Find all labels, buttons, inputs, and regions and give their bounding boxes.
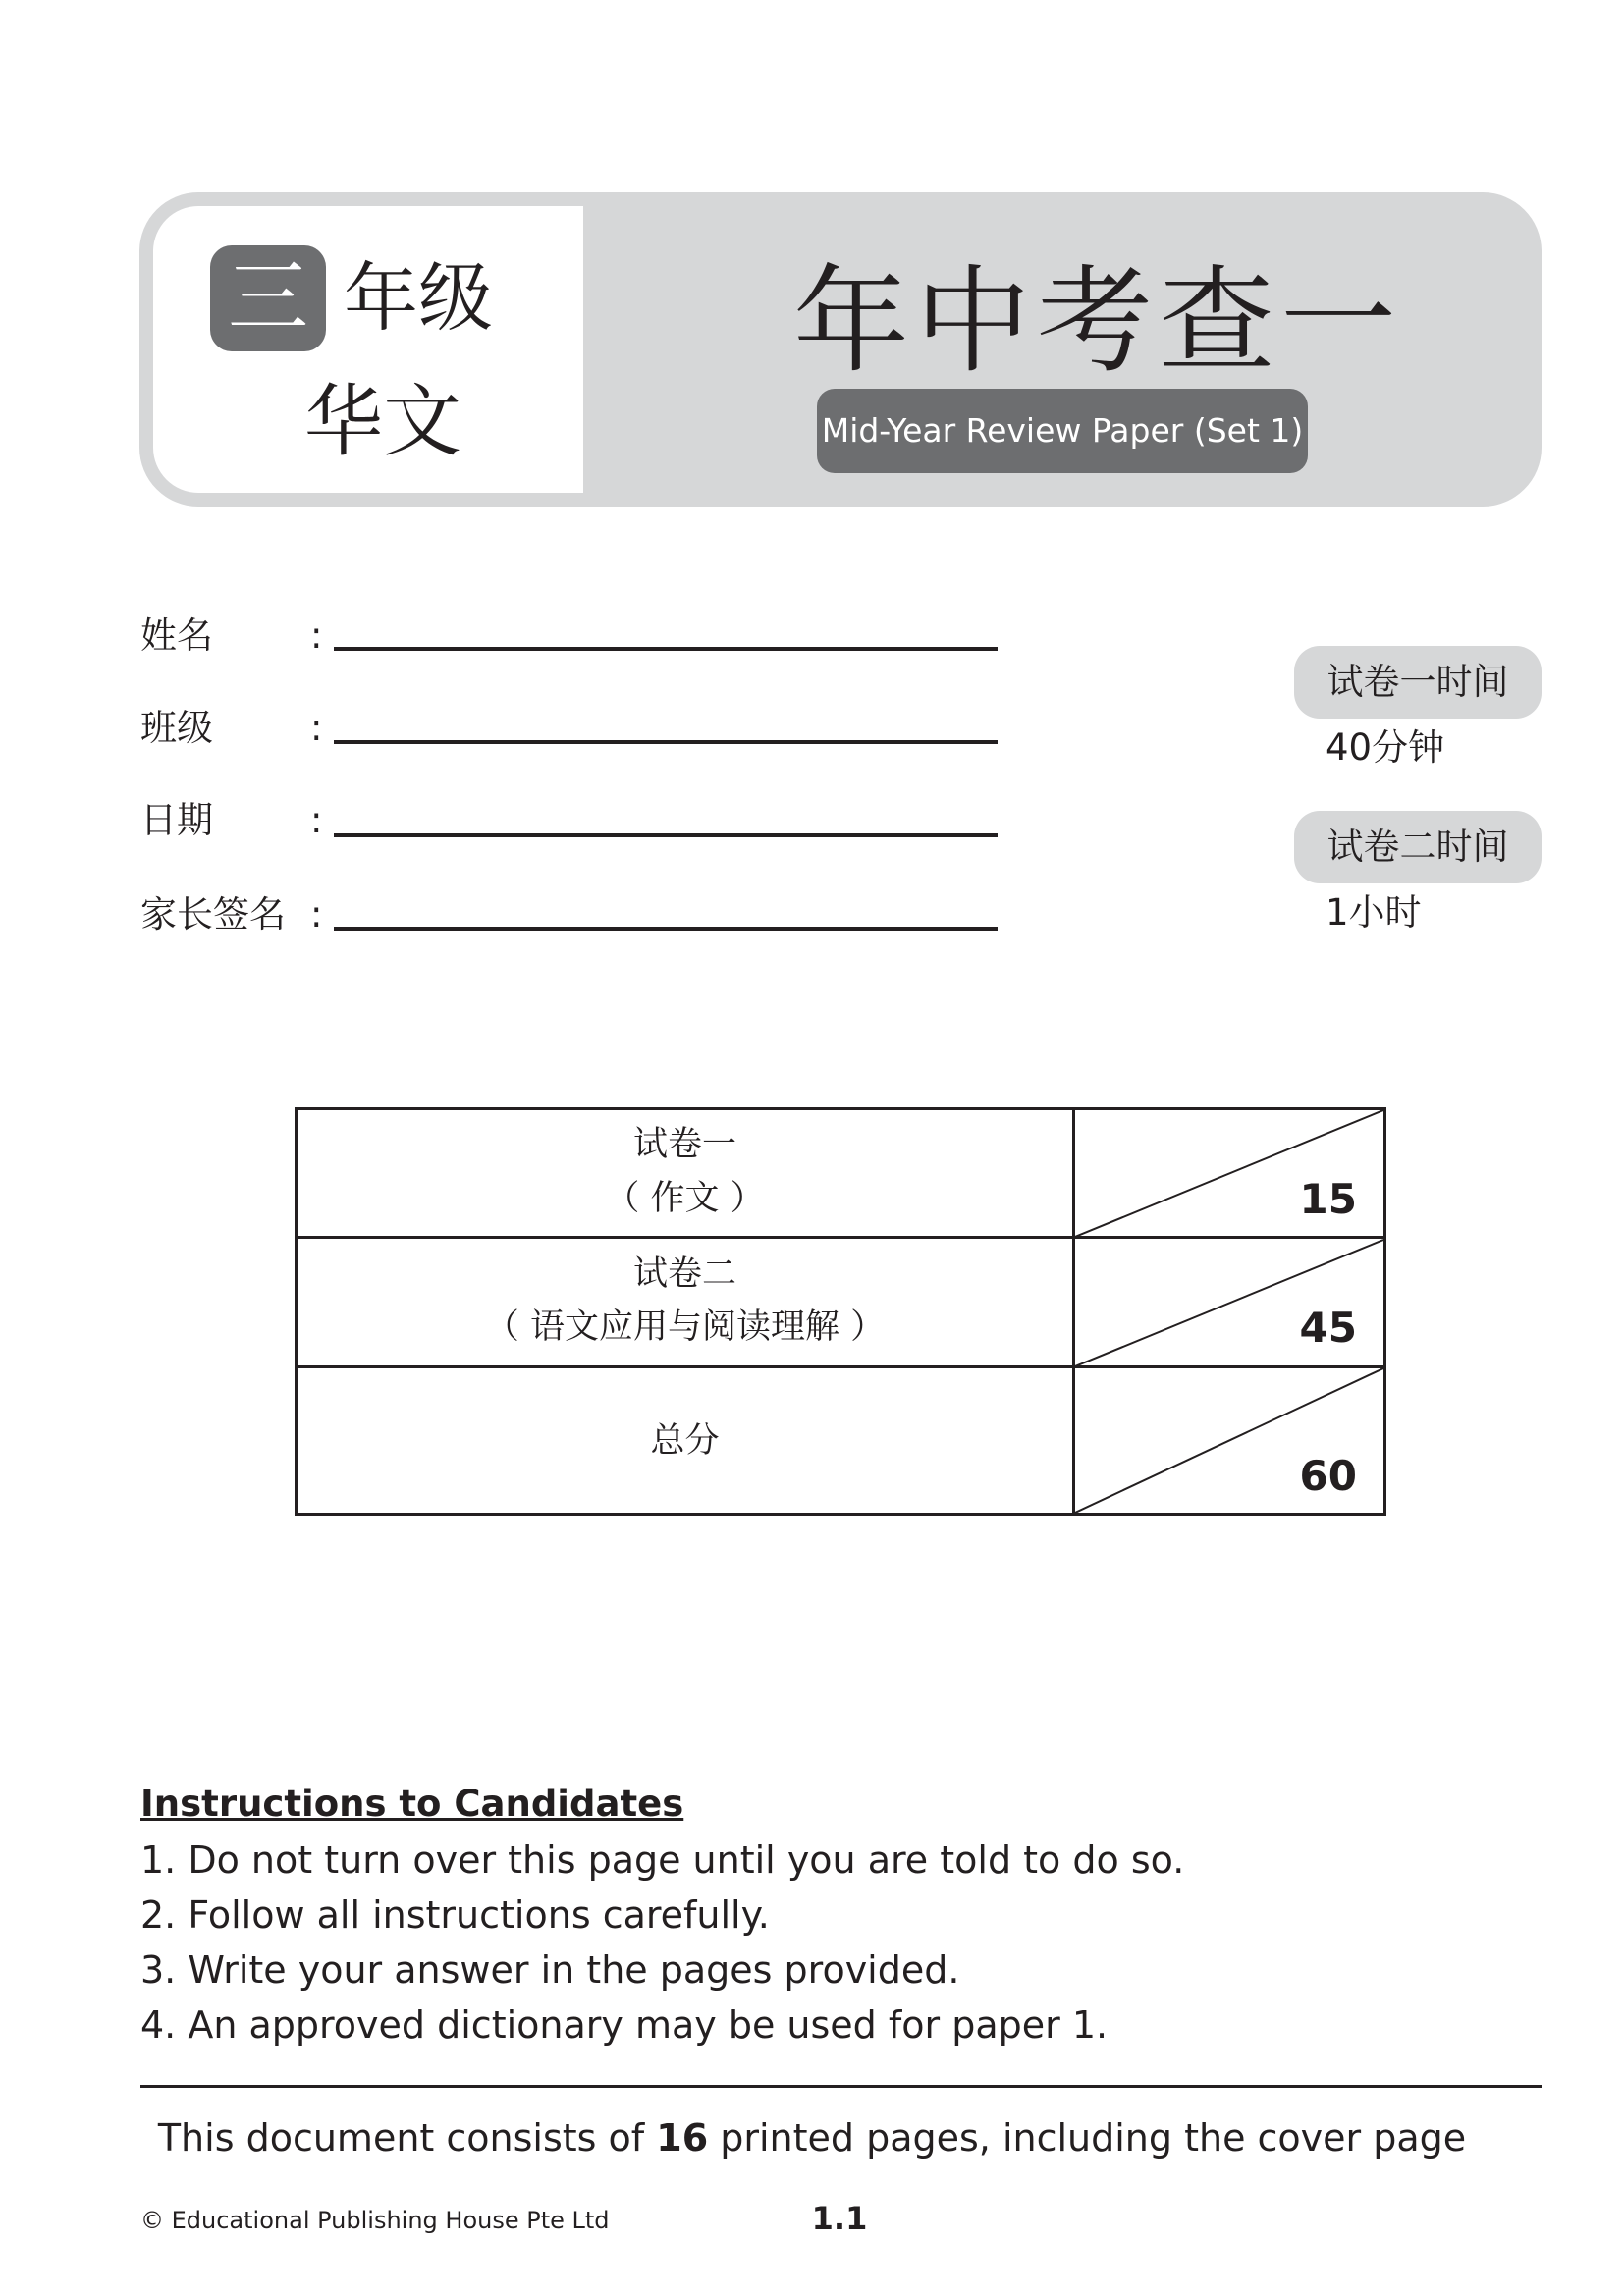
field-label-class: 班级 [140, 707, 213, 749]
footer-divider [140, 2085, 1542, 2088]
table-row-paper2-subtitle: （ 语文应用与阅读理解 ） [484, 1308, 886, 1347]
field-colon: : [310, 799, 323, 841]
field-label-name: 姓名 [140, 614, 213, 657]
field-label-date: 日期 [140, 799, 213, 841]
instruction-item: 3. Write your answer in the pages provided. [140, 1949, 960, 1992]
class-field[interactable] [334, 740, 998, 744]
table-row-total-title: 总分 [650, 1421, 720, 1461]
page-number: 1.1 [811, 2200, 868, 2237]
name-field[interactable] [334, 647, 998, 651]
paper1-time-value: 40分钟 [1326, 726, 1445, 769]
instruction-item: 2. Follow all instructions carefully. [140, 1894, 770, 1937]
paper-title: 年中考查一 [793, 253, 1403, 389]
table-row-paper2-max: 45 [1299, 1304, 1357, 1352]
parent-signature-field[interactable] [334, 927, 998, 931]
paper2-time-value: 1小时 [1326, 891, 1422, 934]
paper2-time-label: 试卷二时间 [1294, 811, 1542, 883]
page-count-number: 16 [656, 2116, 709, 2160]
copyright-notice: © Educational Publishing House Pte Ltd [140, 2207, 610, 2234]
paper-subtitle: Mid-Year Review Paper (Set 1) [817, 389, 1308, 473]
date-field[interactable] [334, 833, 998, 837]
table-row-paper2-title: 试卷二 [632, 1255, 736, 1294]
table-row-paper1-max: 15 [1299, 1175, 1357, 1223]
instructions-heading: Instructions to Candidates [140, 1783, 684, 1825]
field-label-parent-signature: 家长签名 [140, 893, 286, 935]
table-row-paper1-title: 试卷一 [632, 1125, 736, 1164]
page-count-prefix: This document consists of [157, 2116, 657, 2160]
table-row-paper1-subtitle: （ 作文 ） [605, 1179, 765, 1218]
subject-label: 华文 [304, 376, 461, 467]
field-colon: : [310, 707, 323, 749]
instruction-item: 1. Do not turn over this page until you are told to do so. [140, 1839, 1185, 1882]
page-count-suffix: printed pages, including the cover page [708, 2116, 1467, 2160]
instruction-item: 4. An approved dictionary may be used for paper 1. [140, 2003, 1109, 2047]
grade-label: 年级 [344, 254, 493, 342]
grade-badge: 三 [210, 245, 326, 351]
field-colon: : [310, 614, 323, 657]
table-row-total-max: 60 [1299, 1452, 1357, 1500]
field-colon: : [310, 893, 323, 935]
paper1-time-label: 试卷一时间 [1294, 646, 1542, 719]
page-count-note [0, 2110, 1624, 2165]
